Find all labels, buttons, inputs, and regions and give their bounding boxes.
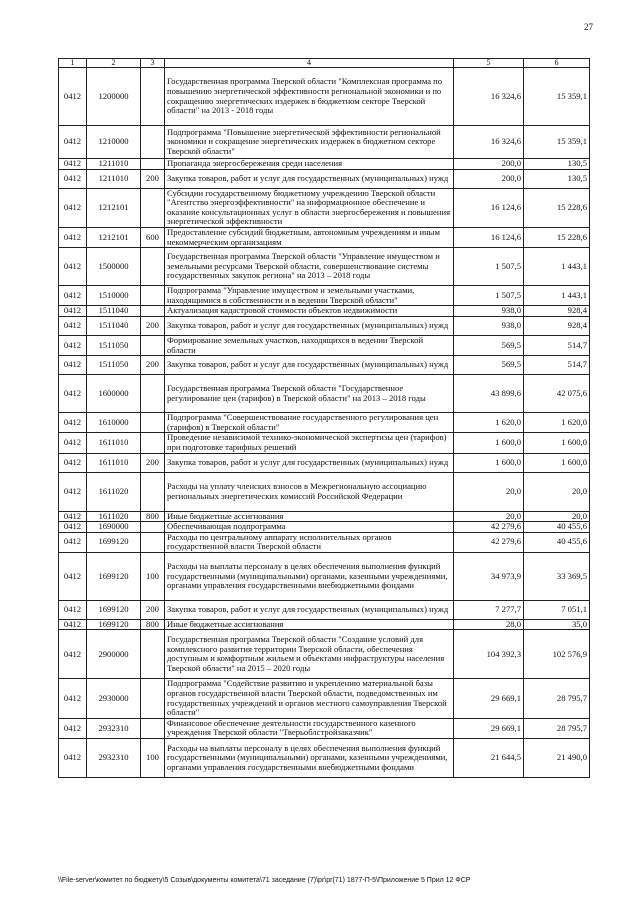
cell-c3: 100 [141,739,165,778]
cell-c5: 7 277,7 [454,600,524,619]
cell-c6: 102 576,9 [524,630,590,679]
cell-c2: 1211010 [87,169,141,188]
cell-c2: 1511050 [87,356,141,375]
cell-c2: 1510000 [87,286,141,306]
table-row [59,453,590,472]
table-row [59,679,590,718]
cell-c2: 1699120 [87,619,141,630]
table-row [59,169,590,188]
cell-c6: 20,0 [524,511,590,522]
cell-c1: 0412 [59,453,87,472]
cell-c4: Расходы на выплаты персоналу в целях обеспечения выполнения функций государственными (муниципальными) органами, казенными учреждениями, органами управления государственными внебюджетными фондами [165,552,454,600]
table-row [59,718,590,738]
table-row [59,227,590,247]
cell-c5: 21 644,5 [454,739,524,778]
cell-c4: Расходы по центральному аппарату исполнительных органов государственной власти Тверской области [165,532,454,552]
cell-c1: 0412 [59,286,87,306]
cell-c6: 1 600,0 [524,433,590,453]
cell-c3 [141,375,165,413]
table-row [59,356,590,375]
cell-c5: 1 507,5 [454,286,524,306]
cell-c2: 2932310 [87,718,141,738]
cell-c5: 28,0 [454,619,524,630]
cell-c1: 0412 [59,739,87,778]
cell-c6: 1 443,1 [524,286,590,306]
cell-c2: 2932310 [87,739,141,778]
cell-c4: Подпрограмма "Совершенствование государственного регулирования цен (тарифов) в Тверской области" [165,413,454,433]
column-header: 3 [141,59,165,68]
table-row [59,619,590,630]
cell-c5: 200,0 [454,169,524,188]
cell-c5: 569,5 [454,335,524,355]
cell-c6: 1 620,0 [524,413,590,433]
cell-c3 [141,159,165,170]
cell-c1: 0412 [59,316,87,335]
cell-c2: 1699120 [87,600,141,619]
cell-c2: 1511050 [87,335,141,355]
cell-c6: 130,5 [524,169,590,188]
cell-c6: 1 443,1 [524,248,590,286]
cell-c2: 1212101 [87,188,141,227]
cell-c3 [141,248,165,286]
budget-table [58,58,590,778]
cell-c1: 0412 [59,600,87,619]
table-row [59,159,590,170]
cell-c6: 514,7 [524,335,590,355]
cell-c3 [141,433,165,453]
table-row [59,188,590,227]
cell-c5: 20,0 [454,472,524,511]
cell-c3 [141,630,165,679]
cell-c4: Закупка товаров, работ и услуг для государственных (муниципальных) нужд [165,453,454,472]
cell-c1: 0412 [59,472,87,511]
cell-c1: 0412 [59,433,87,453]
cell-c3 [141,286,165,306]
cell-c5: 1 620,0 [454,413,524,433]
cell-c3 [141,126,165,159]
cell-c3 [141,532,165,552]
cell-c3 [141,679,165,718]
cell-c4: Актуализация кадастровой стоимости объектов недвижимости [165,306,454,317]
cell-c2: 1699120 [87,532,141,552]
cell-c3 [141,522,165,533]
cell-c3 [141,472,165,511]
column-header: 2 [87,59,141,68]
cell-c6: 1 600,0 [524,453,590,472]
cell-c5: 16 124,6 [454,188,524,227]
cell-c3: 200 [141,453,165,472]
cell-c5: 938,0 [454,316,524,335]
cell-c6: 928,4 [524,316,590,335]
cell-c5: 1 600,0 [454,433,524,453]
cell-c5: 42 279,6 [454,532,524,552]
cell-c5: 43 899,6 [454,375,524,413]
cell-c2: 1611020 [87,511,141,522]
file-path-footer: \\File-server\комитет по бюджету\5 Созыв\документы комитета\71 заседание (7)\pr\pr(71) 1877-П-5\Приложение 5 Прил 12 ФСР [58,877,471,884]
cell-c2: 1511040 [87,316,141,335]
cell-c4: Закупка товаров, работ и услуг для государственных (муниципальных) нужд [165,600,454,619]
cell-c3 [141,413,165,433]
table-row [59,433,590,453]
cell-c1: 0412 [59,522,87,533]
cell-c6: 21 490,0 [524,739,590,778]
table-row [59,472,590,511]
cell-c6: 130,5 [524,159,590,170]
cell-c1: 0412 [59,126,87,159]
cell-c1: 0412 [59,718,87,738]
cell-c6: 514,7 [524,356,590,375]
cell-c1: 0412 [59,169,87,188]
cell-c3 [141,68,165,126]
cell-c5: 200,0 [454,159,524,170]
cell-c6: 15 228,6 [524,188,590,227]
cell-c3: 200 [141,169,165,188]
cell-c2: 2900000 [87,630,141,679]
cell-c4: Иные бюджетные ассигнования [165,619,454,630]
cell-c1: 0412 [59,356,87,375]
column-header: 4 [165,59,454,68]
cell-c4: Расходы на выплаты персоналу в целях обеспечения выполнения функций государственными (муниципальными) органами, казенными учреждениями, органами управления государственными внебюджетными фондами [165,739,454,778]
cell-c1: 0412 [59,68,87,126]
cell-c6: 15 359,1 [524,68,590,126]
cell-c6: 40 455,6 [524,522,590,533]
cell-c5: 16 124,6 [454,227,524,247]
cell-c4: Пропаганда энергосбережения среди населения [165,159,454,170]
cell-c5: 1 600,0 [454,453,524,472]
cell-c5: 42 279,6 [454,522,524,533]
cell-c2: 1611010 [87,433,141,453]
cell-c1: 0412 [59,552,87,600]
cell-c3 [141,306,165,317]
cell-c6: 28 795,7 [524,718,590,738]
cell-c2: 1210000 [87,126,141,159]
cell-c4: Финансовое обеспечение деятельности государственного казенного учреждения Тверской области "Тверьоблстройзаказчик" [165,718,454,738]
cell-c4: Государственная программа Тверской области "Государственное регулирование цен (тарифов) в Тверской области" на 2013 – 2018 годы [165,375,454,413]
column-header: 1 [59,59,87,68]
cell-c4: Государственная программа Тверской области "Создание условий для комплексного развития территории Тверской области, обеспечения доступным и комфортным жильем и объектами инфраструктуры населения Тверской области" на 2015 – 2020 годы [165,630,454,679]
cell-c1: 0412 [59,159,87,170]
cell-c1: 0412 [59,413,87,433]
table-row [59,630,590,679]
cell-c1: 0412 [59,188,87,227]
cell-c5: 569,5 [454,356,524,375]
cell-c2: 1699120 [87,552,141,600]
cell-c6: 42 075,6 [524,375,590,413]
cell-c5: 16 324,6 [454,68,524,126]
cell-c3 [141,718,165,738]
cell-c5: 16 324,6 [454,126,524,159]
column-header: 5 [454,59,524,68]
cell-c1: 0412 [59,248,87,286]
cell-c5: 34 973,9 [454,552,524,600]
cell-c5: 104 392,3 [454,630,524,679]
table-row [59,335,590,355]
cell-c4: Подпрограмма "Управление имуществом и земельными участками, находящимися в собственности и в ведении Тверской области" [165,286,454,306]
cell-c6: 15 359,1 [524,126,590,159]
table-row [59,68,590,126]
cell-c4: Обеспечивающая подпрограмма [165,522,454,533]
cell-c5: 20,0 [454,511,524,522]
cell-c2: 1610000 [87,413,141,433]
cell-c3: 200 [141,600,165,619]
cell-c1: 0412 [59,619,87,630]
cell-c2: 1500000 [87,248,141,286]
table-row [59,316,590,335]
cell-c6: 28 795,7 [524,679,590,718]
table-row [59,306,590,317]
cell-c4: Субсидии государственному бюджетному учреждению Тверской области "Агентство энергоэффективности" на информационное обеспечение и оказание консультационных услуг в области энергосбережения и повышения энергетической эффективности [165,188,454,227]
cell-c4: Государственная программа Тверской области "Управление имуществом и земельными ресурсами Тверской области, совершенствование системы государственных закупок региона" на 2013 – 2018 годы [165,248,454,286]
cell-c4: Расходы на уплату членских взносов в Межрегиональную ассоциацию региональных энергетических комиссий Российской Федерации [165,472,454,511]
cell-c5: 1 507,5 [454,248,524,286]
table-row [59,739,590,778]
cell-c1: 0412 [59,375,87,413]
cell-c6: 33 369,5 [524,552,590,600]
cell-c4: Подпрограмма "Повышение энергетической эффективности региональной экономики и сокращение энергетических издержек в бюджетном секторе Тверской области" [165,126,454,159]
cell-c6: 15 228,6 [524,227,590,247]
cell-c6: 40 455,6 [524,532,590,552]
table-row [59,248,590,286]
cell-c2: 1600000 [87,375,141,413]
cell-c2: 1611020 [87,472,141,511]
cell-c4: Иные бюджетные ассигнования [165,511,454,522]
cell-c6: 7 051,1 [524,600,590,619]
table-row [59,286,590,306]
cell-c2: 1511040 [87,306,141,317]
column-header: 6 [524,59,590,68]
table-row [59,532,590,552]
cell-c2: 1211010 [87,159,141,170]
cell-c4: Государственная программа Тверской области "Комплексная программа по повышению энергетической эффективности региональной экономики и по сокращению энергетических издержек в бюджетном секторе Тверской области" на 2013 - 2018 годы [165,68,454,126]
cell-c2: 2930000 [87,679,141,718]
cell-c4: Закупка товаров, работ и услуг для государственных (муниципальных) нужд [165,316,454,335]
cell-c3 [141,188,165,227]
table-header-row [59,59,590,68]
cell-c2: 1690000 [87,522,141,533]
cell-c5: 29 669,1 [454,718,524,738]
cell-c6: 35,0 [524,619,590,630]
cell-c3: 600 [141,227,165,247]
cell-c1: 0412 [59,511,87,522]
cell-c4: Закупка товаров, работ и услуг для государственных (муниципальных) нужд [165,169,454,188]
cell-c6: 928,4 [524,306,590,317]
cell-c1: 0412 [59,630,87,679]
cell-c3: 100 [141,552,165,600]
table-row [59,375,590,413]
page-number: 27 [584,22,593,32]
cell-c1: 0412 [59,532,87,552]
table-row [59,600,590,619]
cell-c5: 29 669,1 [454,679,524,718]
cell-c1: 0412 [59,679,87,718]
cell-c3: 200 [141,316,165,335]
table-row [59,552,590,600]
cell-c2: 1212101 [87,227,141,247]
cell-c5: 938,0 [454,306,524,317]
cell-c3 [141,335,165,355]
cell-c4: Закупка товаров, работ и услуг для государственных (муниципальных) нужд [165,356,454,375]
cell-c4: Проведение независимой технико-экономической экспертизы цен (тарифов) при подготовке тарифных решений [165,433,454,453]
cell-c4: Предоставление субсидий бюджетным, автономным учреждениям и иным некоммерческим организациям [165,227,454,247]
table-row [59,126,590,159]
cell-c3: 800 [141,619,165,630]
cell-c4: Формирование земельных участков, находящихся в ведении Тверской области [165,335,454,355]
table-row [59,522,590,533]
cell-c2: 1200000 [87,68,141,126]
cell-c1: 0412 [59,227,87,247]
cell-c1: 0412 [59,335,87,355]
cell-c3: 200 [141,356,165,375]
cell-c1: 0412 [59,306,87,317]
cell-c2: 1611010 [87,453,141,472]
table-row [59,511,590,522]
cell-c3: 800 [141,511,165,522]
table-row [59,413,590,433]
cell-c4: Подпрограмма "Содействие развитию и укреплению материальной базы органов государственной власти Тверской области, подведомственных им государственных учреждений и органов местного самоуправления Тверской области" [165,679,454,718]
cell-c6: 20,0 [524,472,590,511]
